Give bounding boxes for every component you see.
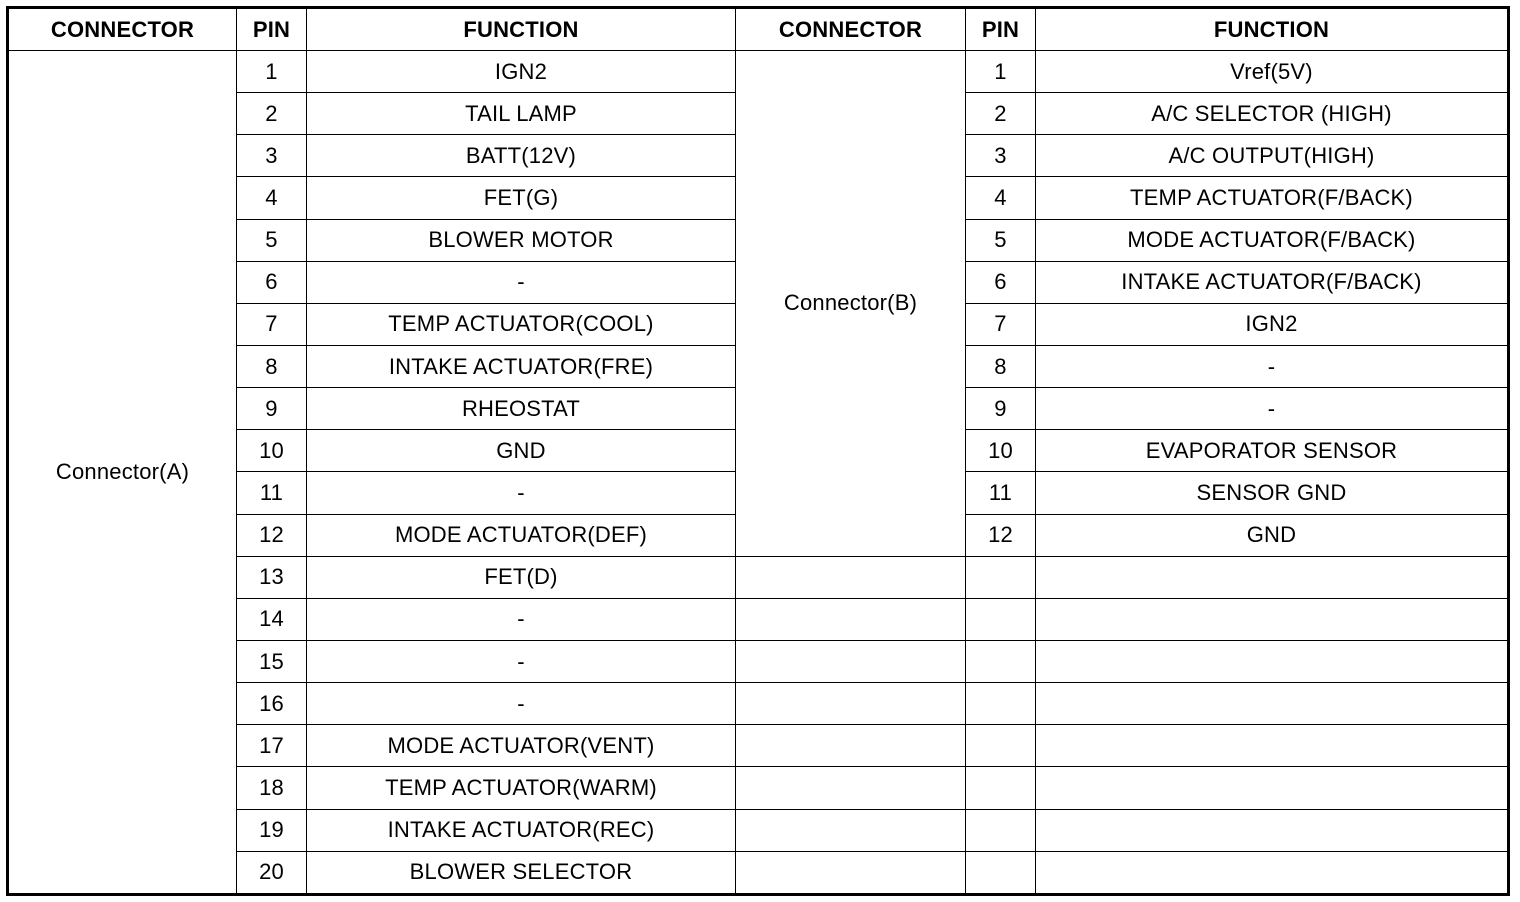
empty-cell bbox=[736, 767, 966, 809]
connector-b-function: MODE ACTUATOR(F/BACK) bbox=[1036, 219, 1509, 261]
connector-a-pin: 10 bbox=[237, 430, 307, 472]
connector-a-function: - bbox=[307, 640, 736, 682]
header-function-a: FUNCTION bbox=[307, 8, 736, 51]
connector-a-pin: 5 bbox=[237, 219, 307, 261]
connector-a-function: TEMP ACTUATOR(WARM) bbox=[307, 767, 736, 809]
connector-a-function: BATT(12V) bbox=[307, 135, 736, 177]
empty-cell bbox=[1036, 683, 1509, 725]
connector-b-name: Connector(B) bbox=[736, 51, 966, 557]
connector-b-pin: 7 bbox=[966, 303, 1036, 345]
connector-b-function: IGN2 bbox=[1036, 303, 1509, 345]
connector-a-pin: 14 bbox=[237, 598, 307, 640]
pin-rows bbox=[8, 51, 1509, 895]
connector-b-function: TEMP ACTUATOR(F/BACK) bbox=[1036, 177, 1509, 219]
connector-a-pin: 16 bbox=[237, 683, 307, 725]
connector-a-pin: 4 bbox=[237, 177, 307, 219]
connector-b-function: A/C SELECTOR (HIGH) bbox=[1036, 93, 1509, 135]
connector-a-function: - bbox=[307, 683, 736, 725]
connector-a-name: Connector(A) bbox=[8, 51, 237, 895]
connector-a-pin: 20 bbox=[237, 851, 307, 894]
connector-a-pin: 2 bbox=[237, 93, 307, 135]
empty-cell bbox=[966, 851, 1036, 894]
header-connector-b: CONNECTOR bbox=[736, 8, 966, 51]
empty-cell bbox=[1036, 640, 1509, 682]
connector-pin-table bbox=[6, 6, 1510, 896]
empty-cell bbox=[966, 598, 1036, 640]
connector-a-function: INTAKE ACTUATOR(REC) bbox=[307, 809, 736, 851]
header-connector-a: CONNECTOR bbox=[8, 8, 237, 51]
connector-a-pin: 15 bbox=[237, 640, 307, 682]
header-pin-a: PIN bbox=[237, 8, 307, 51]
empty-cell bbox=[966, 767, 1036, 809]
connector-a-function: TAIL LAMP bbox=[307, 93, 736, 135]
connector-b-pin: 5 bbox=[966, 219, 1036, 261]
connector-b-pin: 10 bbox=[966, 430, 1036, 472]
connector-a-pin: 11 bbox=[237, 472, 307, 514]
empty-cell bbox=[1036, 851, 1509, 894]
connector-a-pin: 13 bbox=[237, 556, 307, 598]
connector-a-pin: 3 bbox=[237, 135, 307, 177]
connector-b-pin: 1 bbox=[966, 51, 1036, 93]
empty-cell bbox=[1036, 809, 1509, 851]
connector-a-function: FET(G) bbox=[307, 177, 736, 219]
connector-a-function: INTAKE ACTUATOR(FRE) bbox=[307, 345, 736, 387]
empty-cell bbox=[736, 809, 966, 851]
connector-b-function: - bbox=[1036, 345, 1509, 387]
empty-cell bbox=[966, 809, 1036, 851]
empty-cell bbox=[736, 640, 966, 682]
connector-a-pin: 17 bbox=[237, 725, 307, 767]
table-row bbox=[8, 51, 1509, 93]
connector-a-pin: 18 bbox=[237, 767, 307, 809]
connector-b-function: A/C OUTPUT(HIGH) bbox=[1036, 135, 1509, 177]
connector-b-function: SENSOR GND bbox=[1036, 472, 1509, 514]
empty-cell bbox=[736, 683, 966, 725]
connector-a-function: MODE ACTUATOR(DEF) bbox=[307, 514, 736, 556]
connector-b-function: Vref(5V) bbox=[1036, 51, 1509, 93]
empty-cell bbox=[736, 725, 966, 767]
connector-b-pin: 4 bbox=[966, 177, 1036, 219]
connector-b-function: INTAKE ACTUATOR(F/BACK) bbox=[1036, 261, 1509, 303]
header-pin-b: PIN bbox=[966, 8, 1036, 51]
connector-a-pin: 12 bbox=[237, 514, 307, 556]
connector-a-function: MODE ACTUATOR(VENT) bbox=[307, 725, 736, 767]
connector-a-function: TEMP ACTUATOR(COOL) bbox=[307, 303, 736, 345]
connector-b-function: EVAPORATOR SENSOR bbox=[1036, 430, 1509, 472]
connector-a-function: BLOWER MOTOR bbox=[307, 219, 736, 261]
connector-a-pin: 1 bbox=[237, 51, 307, 93]
empty-cell bbox=[966, 556, 1036, 598]
connector-a-function: RHEOSTAT bbox=[307, 388, 736, 430]
connector-a-function: BLOWER SELECTOR bbox=[307, 851, 736, 894]
header-function-b: FUNCTION bbox=[1036, 8, 1509, 51]
connector-a-pin: 7 bbox=[237, 303, 307, 345]
connector-a-function: GND bbox=[307, 430, 736, 472]
connector-a-pin: 9 bbox=[237, 388, 307, 430]
connector-b-function: GND bbox=[1036, 514, 1509, 556]
connector-b-pin: 11 bbox=[966, 472, 1036, 514]
connector-b-function: - bbox=[1036, 388, 1509, 430]
connector-a-function: - bbox=[307, 261, 736, 303]
connector-b-pin: 2 bbox=[966, 93, 1036, 135]
empty-cell bbox=[736, 851, 966, 894]
empty-cell bbox=[966, 725, 1036, 767]
empty-cell bbox=[1036, 767, 1509, 809]
connector-a-pin: 6 bbox=[237, 261, 307, 303]
connector-b-pin: 6 bbox=[966, 261, 1036, 303]
connector-b-pin: 9 bbox=[966, 388, 1036, 430]
empty-cell bbox=[736, 598, 966, 640]
empty-cell bbox=[966, 640, 1036, 682]
empty-cell bbox=[736, 556, 966, 598]
header-row bbox=[8, 8, 1509, 51]
empty-cell bbox=[1036, 598, 1509, 640]
empty-cell bbox=[1036, 556, 1509, 598]
connector-b-pin: 12 bbox=[966, 514, 1036, 556]
connector-a-function: IGN2 bbox=[307, 51, 736, 93]
connector-a-function: - bbox=[307, 472, 736, 514]
connector-a-pin: 8 bbox=[237, 345, 307, 387]
connector-b-pin: 3 bbox=[966, 135, 1036, 177]
connector-a-function: FET(D) bbox=[307, 556, 736, 598]
empty-cell bbox=[1036, 725, 1509, 767]
connector-b-pin: 8 bbox=[966, 345, 1036, 387]
empty-cell bbox=[966, 683, 1036, 725]
connector-a-pin: 19 bbox=[237, 809, 307, 851]
connector-a-function: - bbox=[307, 598, 736, 640]
